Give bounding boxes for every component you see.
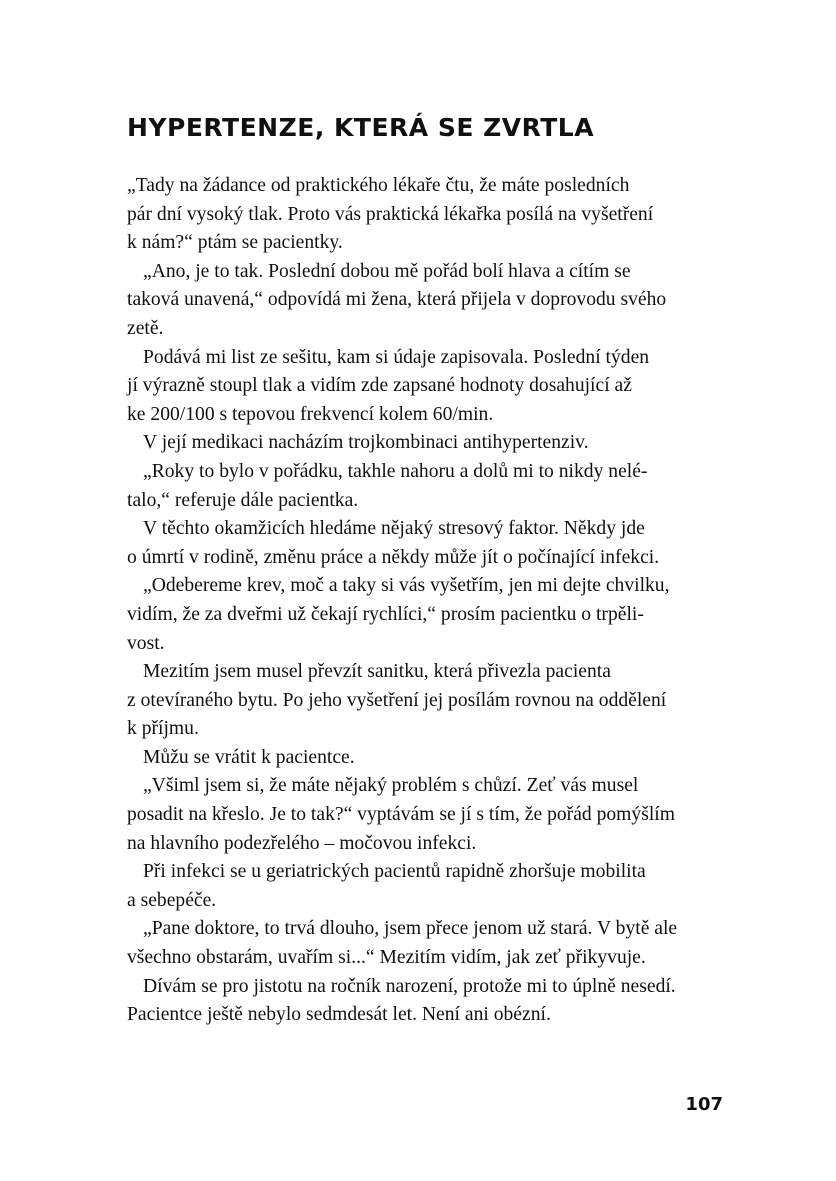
text-line: „Ano, je to tak. Poslední dobou mě pořád bolí hlava a cítím se xyxy=(143,260,631,282)
text-line: o úmrtí v rodině, změnu práce a někdy může jít o počínající infekci. xyxy=(127,546,660,568)
text-line: „Tady na žádance od praktického lékaře čtu, že máte posledních xyxy=(127,175,630,196)
text-line: Pacientce ještě nebylo sedmdesát let. Není ani obézní. xyxy=(127,1004,551,1026)
text-line: Mezitím jsem musel převzít sanitku, která přivezla pacienta xyxy=(143,661,611,683)
body-text xyxy=(127,172,727,1030)
text-line: jí výrazně stoupl tlak a vidím zde zapsané hodnoty dosahující až xyxy=(127,375,632,397)
text-line: z otevíraného bytu. Po jeho vyšetření jej posílám rovnou na oddělení xyxy=(127,689,667,711)
chapter-title: HYPERTENZE, KTERÁ SE ZVRTLA xyxy=(127,113,595,142)
text-line: zetě. xyxy=(127,317,164,339)
text-line: Můžu se vrátit k pacientce. xyxy=(143,746,355,768)
text-line: taková unavená,“ odpovídá mi žena, která přijela v doprovodu svého xyxy=(127,289,667,311)
text-line: „Odebereme krev, moč a taky si vás vyšetřím, jen mi dejte chvilku, xyxy=(143,575,670,597)
text-line: talo,“ referuje dále pacientka. xyxy=(127,489,359,511)
text-line: k nám?“ ptám se pacientky. xyxy=(127,232,343,254)
text-line: na hlavního podezřelého – močovou infekci. xyxy=(127,832,477,854)
text-line: V její medikaci nacházím trojkombinaci antihypertenziv. xyxy=(143,432,589,454)
text-line: „Pane doktore, to trvá dlouho, jsem přece jenom už stará. V bytě ale xyxy=(143,918,678,940)
text-line: pár dní vysoký tlak. Proto vás praktická lékařka posílá na vyšetření xyxy=(127,203,654,225)
text-line: V těchto okamžicích hledáme nějaký stresový faktor. Někdy jde xyxy=(143,518,645,540)
text-line: Při infekci se u geriatrických pacientů rapidně zhoršuje mobilita xyxy=(143,861,646,883)
text-line: posadit na křeslo. Je to tak?“ vyptávám se jí s tím, že pořád pomýšlím xyxy=(127,804,675,826)
text-line: „Všiml jsem si, že máte nějaký problém s chůzí. Zeť vás musel xyxy=(143,775,639,797)
text-line: ke 200/100 s tepovou frekvencí kolem 60/min. xyxy=(127,403,494,425)
text-line: všechno obstarám, uvařím si...“ Mezitím vidím, jak zeť přikyvuje. xyxy=(127,947,646,969)
page-number: 107 xyxy=(685,1094,723,1115)
text-line: „Roky to bylo v pořádku, takhle nahoru a dolů mi to nikdy nelé- xyxy=(143,460,648,482)
text-line: Podává mi list ze sešitu, kam si údaje zapisovala. Poslední týden xyxy=(143,346,650,368)
text-line: k příjmu. xyxy=(127,718,199,740)
text-line: vidím, že za dveřmi už čekají rychlíci,“ prosím pacientku o trpěli- xyxy=(127,603,644,625)
text-line: Dívám se pro jistotu na ročník narození, protože mi to úplně nesedí. xyxy=(143,975,676,997)
text-line: vost. xyxy=(127,632,165,654)
text-line: a sebepéče. xyxy=(127,889,217,911)
